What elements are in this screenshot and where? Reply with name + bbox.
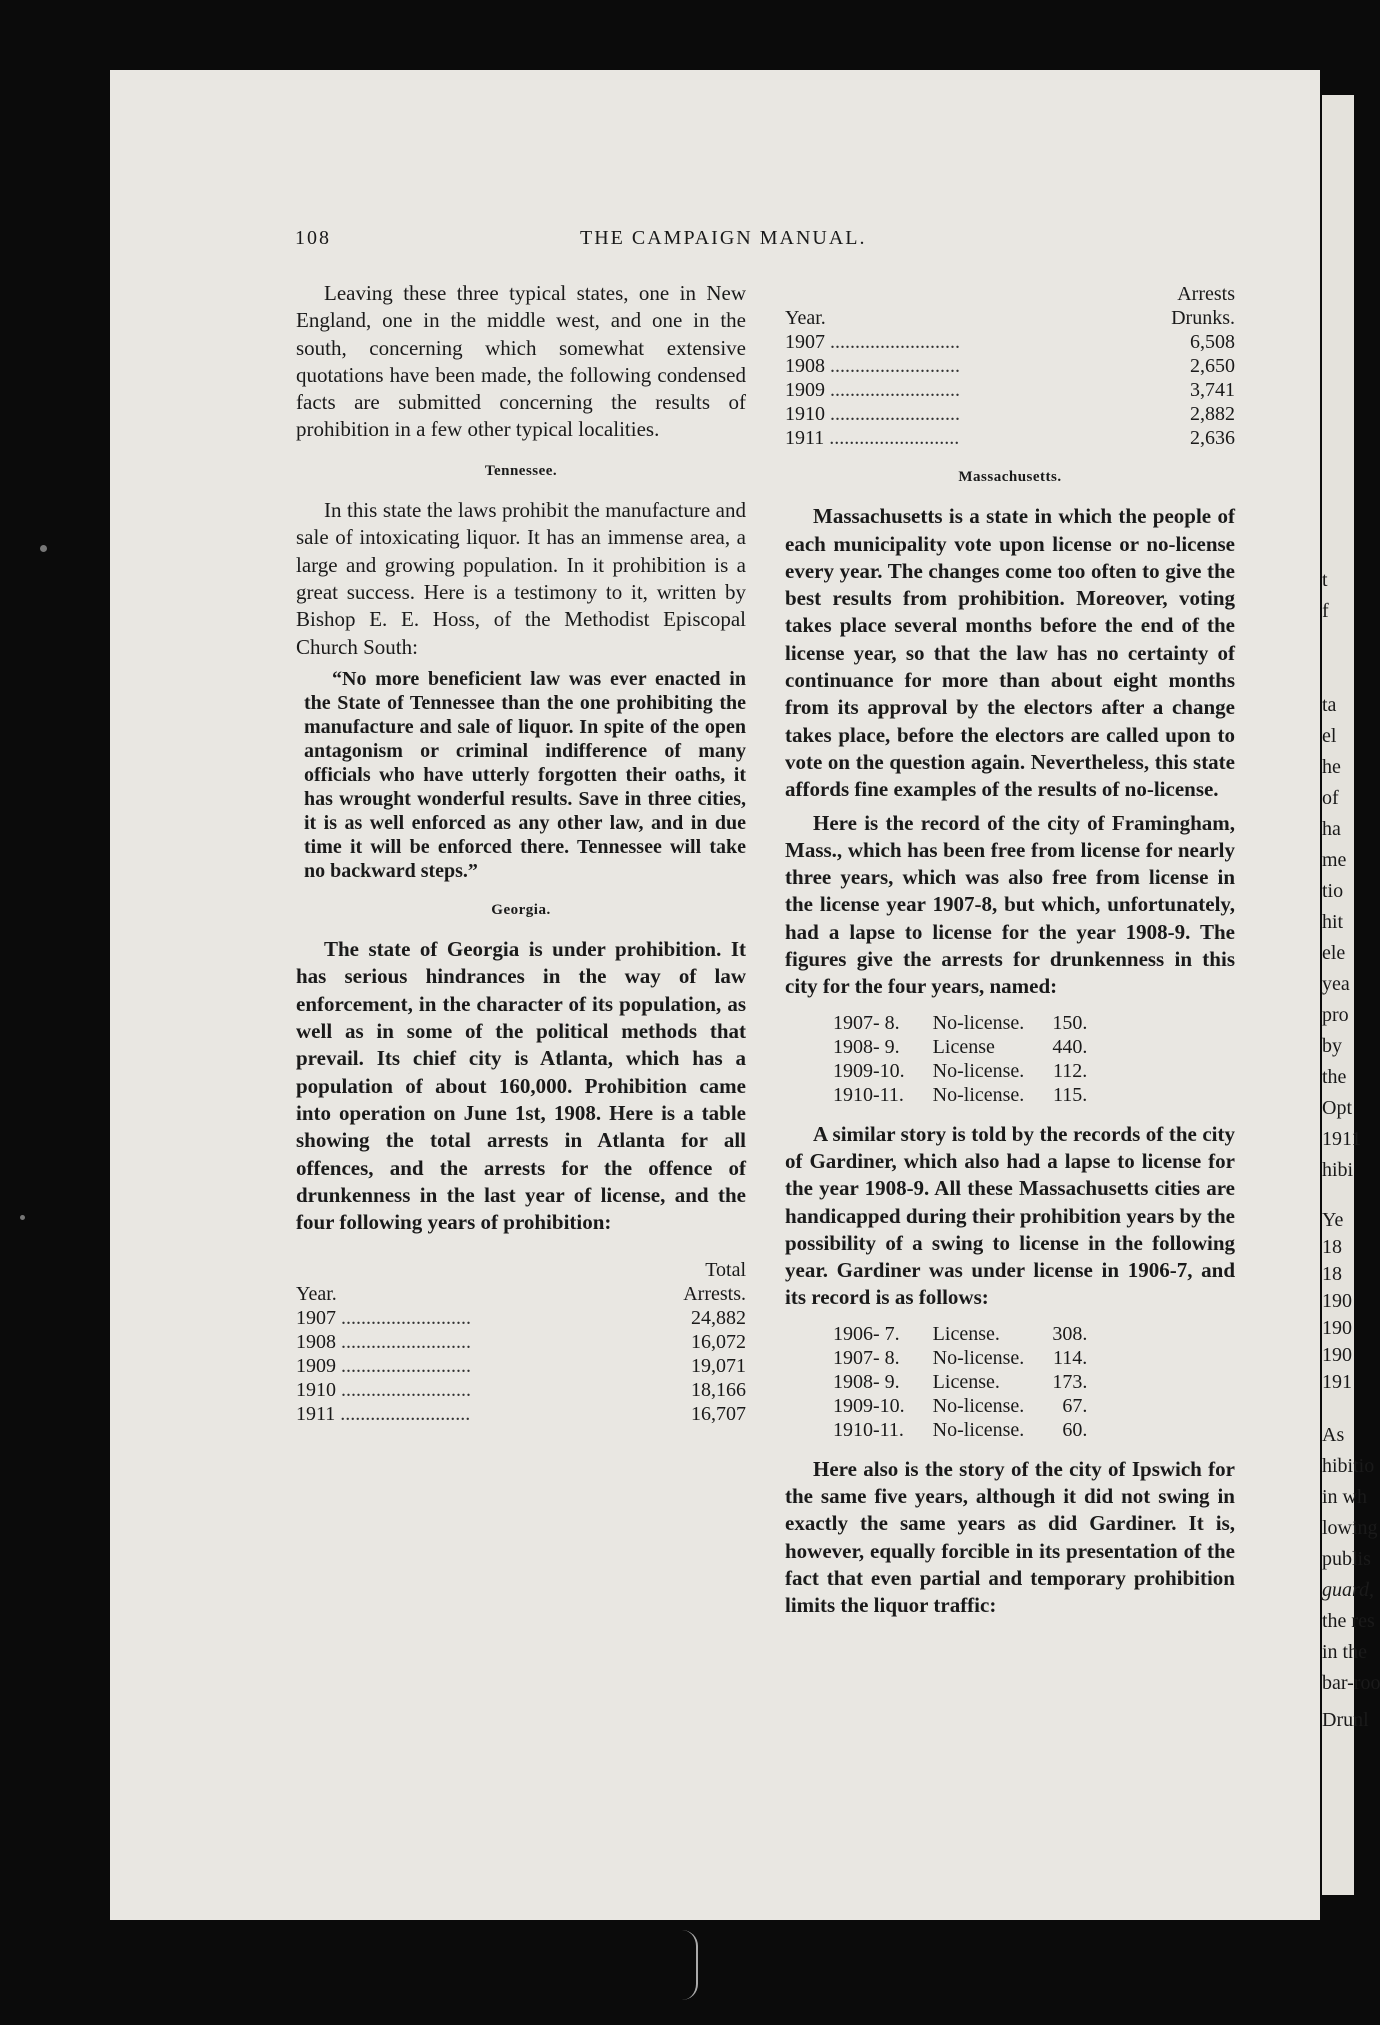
atlanta-drunks-table bbox=[785, 282, 1235, 450]
table-cell-status: License. bbox=[932, 1370, 1000, 1393]
table-cell-value: 115. bbox=[1053, 1083, 1088, 1106]
table-cell-year: 1911 bbox=[785, 427, 825, 449]
table-cell-value: 308. bbox=[1052, 1322, 1088, 1345]
fragment: 18 bbox=[1322, 1263, 1342, 1285]
table-cell-year: 1909-10. bbox=[833, 1059, 905, 1082]
leader-dots: .......................... bbox=[336, 1355, 471, 1378]
fragment: Ye bbox=[1322, 1209, 1344, 1231]
table-cell-value: 24,882 bbox=[691, 1307, 746, 1330]
fragment: ele bbox=[1322, 942, 1346, 964]
table-row bbox=[833, 1370, 1087, 1394]
gutter-mark bbox=[682, 1930, 698, 2000]
gardiner-paragraph: A similar story is told by the records of the city of Gardiner, which also had a lapse to license for the year 1908-9. All these Massachusetts cities are handicapped during their prohibition years by the possibility of a swing to license in the following year. Gardiner was under license in 1906-7, and its record is as follows: bbox=[785, 1121, 1235, 1310]
table-cell-status: No-license. bbox=[932, 1083, 1025, 1106]
table-cell-status: License bbox=[932, 1035, 995, 1058]
table-row bbox=[296, 1354, 746, 1378]
leader-dots: .......................... bbox=[825, 379, 960, 401]
table-cell-status: No-license. bbox=[932, 1059, 1025, 1082]
right-column bbox=[785, 282, 1235, 1626]
table-row bbox=[833, 1011, 1087, 1035]
framingham-paragraph: Here is the record of the city of Framingham, Mass., which has been free from license for nearly three years, which was also free from license in the license year 1907-8, but which, unfortunately, had a lapse to license for the year 1908-9. The figures give the arrests for drunkenness in this city for the four years, named: bbox=[785, 810, 1235, 999]
table-row bbox=[785, 354, 1235, 378]
leader-dots: .......................... bbox=[336, 1379, 471, 1402]
table-cell-year: 1908 bbox=[785, 355, 825, 377]
tennessee-paragraph: In this state the laws prohibit the manufacture and sale of intoxicating liquor. It has an immense area, a large and growing population. In it prohibition is a great success. Here is a testimony to it, written by Bishop E. E. Hoss, of the Methodist Episcopal Church South: bbox=[296, 498, 746, 659]
fragment: Opt bbox=[1322, 1097, 1352, 1119]
fragment: me bbox=[1322, 849, 1347, 871]
leader-dots: .......................... bbox=[825, 355, 960, 377]
running-title: THE CAMPAIGN MANUAL. bbox=[580, 227, 867, 249]
section-heading-georgia: Georgia. bbox=[491, 901, 551, 918]
fragment: 190 bbox=[1322, 1317, 1352, 1339]
leader-dots: .......................... bbox=[335, 1403, 471, 1426]
fragment: tio bbox=[1322, 880, 1344, 902]
table-cell-value: 16,072 bbox=[691, 1331, 746, 1354]
framingham-table bbox=[833, 1011, 1087, 1107]
table-row bbox=[296, 1330, 746, 1354]
table-cell-value: 2,882 bbox=[1190, 403, 1235, 425]
leader-dots: .......................... bbox=[824, 427, 960, 449]
table-cell-year: 1910-11. bbox=[833, 1418, 904, 1441]
table-cell-value: 18,166 bbox=[691, 1379, 746, 1402]
fragment: 190 bbox=[1322, 1344, 1352, 1366]
table-cell-value: 114. bbox=[1053, 1346, 1088, 1369]
table-row bbox=[296, 1378, 746, 1402]
table-cell-value: 112. bbox=[1053, 1059, 1088, 1082]
table-cell-value: 60. bbox=[1062, 1418, 1088, 1441]
table-cell-year: 1908 bbox=[296, 1331, 336, 1354]
dust-speck bbox=[20, 1215, 25, 1220]
table-header-year: Year. bbox=[785, 307, 826, 329]
fragment: pro bbox=[1322, 1004, 1349, 1026]
table-cell-year: 1910 bbox=[296, 1379, 336, 1402]
ipswich-paragraph: Here also is the story of the city of Ipswich for the same five years, although it did not swing in exactly the same years as did Gardiner. It is, however, equally forcible in its presentation of the fact that even partial and temporary prohibition limits the liquor traffic: bbox=[785, 1456, 1235, 1618]
table-row bbox=[785, 426, 1235, 450]
leader-dots: .......................... bbox=[336, 1307, 471, 1330]
fragment: ta bbox=[1322, 694, 1337, 716]
table-row bbox=[785, 378, 1235, 402]
atlanta-arrests-table bbox=[296, 1258, 746, 1426]
table-cell-value: 440. bbox=[1052, 1035, 1088, 1058]
leader-dots: .......................... bbox=[825, 331, 960, 353]
fragment: the bbox=[1322, 1066, 1347, 1088]
left-column bbox=[296, 280, 746, 1434]
table-row bbox=[785, 330, 1235, 354]
table-cell-year: 1907 bbox=[296, 1307, 336, 1330]
fragment: publis bbox=[1322, 1548, 1371, 1570]
table-header-label: Arrests bbox=[1177, 283, 1235, 305]
table-cell-year: 1910-11. bbox=[833, 1083, 904, 1106]
table-cell-value: 2,650 bbox=[1190, 355, 1235, 377]
table-header-label: Arrests. bbox=[683, 1283, 746, 1306]
fragment: 190 bbox=[1322, 1290, 1352, 1312]
fragment: in the bbox=[1322, 1641, 1367, 1663]
table-row bbox=[296, 1402, 746, 1426]
fragment: ha bbox=[1322, 818, 1341, 840]
fragment: hibitio bbox=[1322, 1455, 1375, 1477]
table-row bbox=[833, 1059, 1087, 1083]
fragment: the res bbox=[1322, 1610, 1375, 1632]
table-cell-year: 1910 bbox=[785, 403, 825, 425]
table-cell-value: 16,707 bbox=[691, 1403, 746, 1426]
table-cell-status: No-license. bbox=[932, 1394, 1025, 1417]
gardiner-table bbox=[833, 1322, 1087, 1442]
table-header-year: Year. bbox=[296, 1283, 337, 1306]
dust-speck bbox=[40, 545, 47, 552]
intro-paragraph: Leaving these three typical states, one in New England, one in the middle west, and one in the south, concerning which somewhat extensive quotations have been made, the following condensed facts are submitted concerning the results of prohibition in a few other typical localities. bbox=[296, 281, 746, 442]
fragment: bar-roo bbox=[1322, 1672, 1380, 1694]
section-heading-massachusetts: Massachusetts. bbox=[958, 469, 1062, 485]
fragment: As bbox=[1322, 1424, 1345, 1446]
table-row bbox=[833, 1418, 1087, 1442]
table-cell-status: No-license. bbox=[932, 1346, 1025, 1369]
fragment: he bbox=[1322, 756, 1341, 778]
table-row bbox=[833, 1322, 1087, 1346]
fragment: hibi bbox=[1322, 1159, 1354, 1181]
georgia-paragraph: The state of Georgia is under prohibition. It has serious hindrances in the way of law enforcement, in the character of its population, as well as in some of the political methods that prevail. Its chief city is Atlanta, which has a population of about 160,000. Prohibition came into operation on June 1st, 1908. Here is a table showing the total arrests in Atlanta for all offences, and the arrests for the offence of drunkenness in the last year of license, and the four following years of prohibition: bbox=[296, 937, 746, 1235]
table-cell-year: 1909-10. bbox=[833, 1394, 905, 1417]
table-cell-value: 67. bbox=[1062, 1394, 1088, 1417]
table-cell-status: License. bbox=[932, 1322, 1000, 1345]
table-cell-year: 1908- 9. bbox=[833, 1035, 900, 1058]
table-cell-value: 6,508 bbox=[1190, 331, 1235, 353]
fragment: of bbox=[1322, 787, 1339, 809]
leader-dots: .......................... bbox=[825, 403, 960, 425]
table-cell-year: 1908- 9. bbox=[833, 1370, 900, 1393]
fragment: hit bbox=[1322, 911, 1344, 933]
fragment: Drunl bbox=[1322, 1709, 1369, 1731]
table-row bbox=[785, 402, 1235, 426]
table-cell-value: 3,741 bbox=[1190, 379, 1235, 401]
table-row bbox=[833, 1083, 1087, 1107]
table-cell-year: 1907- 8. bbox=[833, 1346, 900, 1369]
fragment: el bbox=[1322, 725, 1337, 747]
fragment: 18 bbox=[1322, 1236, 1342, 1258]
table-cell-year: 1911 bbox=[296, 1403, 336, 1426]
fragment: guard, bbox=[1322, 1579, 1375, 1601]
fragment: yea bbox=[1322, 973, 1350, 995]
table-cell-status: No-license. bbox=[932, 1418, 1025, 1441]
tennessee-quote: “No more beneficient law was ever enacted in the State of Tennessee than the one prohibiting the manufacture and sale of liquor. In spite of the open antagonism or criminal indifference of many officials who have utterly forgotten their oaths, it has wrought wonderful results. Save in three cities, it is as well enforced as any other law, and in due time it will be enforced there. Tennessee will take no backward steps.” bbox=[304, 667, 746, 882]
page-number: 108 bbox=[295, 227, 331, 249]
table-header-label: Total bbox=[705, 1259, 746, 1282]
leader-dots: .......................... bbox=[336, 1331, 471, 1354]
table-row bbox=[833, 1394, 1087, 1418]
table-cell-year: 1909 bbox=[296, 1355, 336, 1378]
table-cell-year: 1907- 8. bbox=[833, 1011, 900, 1034]
table-cell-year: 1909 bbox=[785, 379, 825, 401]
table-row bbox=[833, 1346, 1087, 1370]
table-row bbox=[296, 1306, 746, 1330]
fragment: f bbox=[1322, 600, 1329, 622]
table-cell-year: 1906- 7. bbox=[833, 1322, 900, 1345]
table-cell-status: No-license. bbox=[932, 1011, 1025, 1034]
fragment: 1911 bbox=[1322, 1128, 1362, 1150]
table-header-label: Drunks. bbox=[1171, 307, 1235, 329]
fragment: 191 bbox=[1322, 1371, 1352, 1393]
table-cell-value: 19,071 bbox=[691, 1355, 746, 1378]
table-cell-value: 173. bbox=[1052, 1370, 1088, 1393]
fragment: in wh bbox=[1322, 1486, 1367, 1508]
table-cell-year: 1907 bbox=[785, 331, 825, 353]
table-row bbox=[833, 1035, 1087, 1059]
table-cell-value: 2,636 bbox=[1190, 427, 1235, 449]
fragment: lowing bbox=[1322, 1517, 1378, 1539]
section-heading-tennessee: Tennessee. bbox=[484, 462, 558, 479]
massachusetts-paragraph: Massachusetts is a state in which the people of each municipality vote upon license or no-license every year. The changes come too often to give the best results from prohibition. Moreover, voting takes place several months before the end of the license year, so that the law has no certainty of continuance for more than about eight months from its approval by the electors after a change takes place, before the electors are called upon to vote on the question again. Nevertheless, this state affords fine examples of the results of no-license. bbox=[785, 504, 1235, 802]
fragment: by bbox=[1322, 1035, 1342, 1057]
fragment: t bbox=[1322, 569, 1328, 591]
table-cell-value: 150. bbox=[1052, 1011, 1088, 1034]
